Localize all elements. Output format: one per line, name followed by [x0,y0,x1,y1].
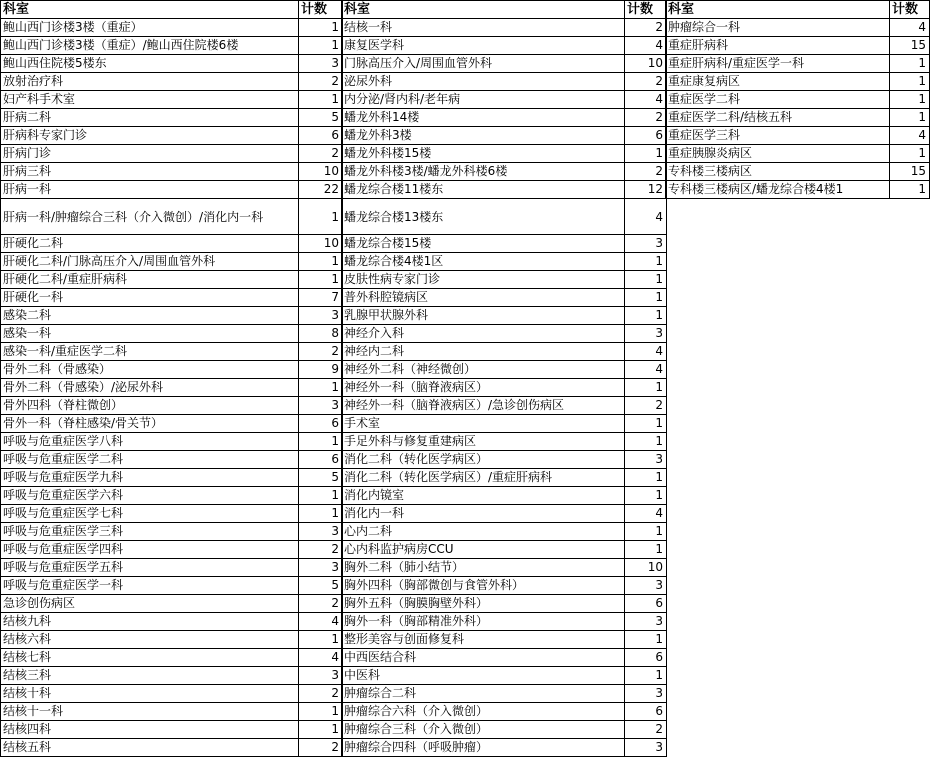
dept-cell: 手术室 [342,415,625,433]
dept-cell: 骨外二科（骨感染） [1,361,299,379]
table-row [666,19,930,37]
dept-cell: 胸外五科（胸膜胸壁外科） [342,595,625,613]
dept-cell: 心内二科 [342,523,625,541]
count-cell: 2 [299,685,343,703]
table-row [1,343,343,361]
count-cell: 1 [625,379,667,397]
dept-cell: 骨外一科（脊柱感染/骨关节） [1,415,299,433]
count-cell: 4 [299,649,343,667]
count-cell: 2 [299,595,343,613]
dept-cell: 肿瘤综合六科（介入微创） [342,703,625,721]
dept-cell: 呼吸与危重症医学五科 [1,559,299,577]
dept-cell: 消化内镜室 [342,487,625,505]
dept-cell: 蟠龙外科楼15楼 [342,145,625,163]
table-row [342,739,667,757]
count-cell: 3 [299,559,343,577]
table-row [666,37,930,55]
count-cell: 2 [625,721,667,739]
dept-cell: 康复医学科 [342,37,625,55]
dept-cell: 消化二科（转化医学病区） [342,451,625,469]
count-cell: 1 [299,433,343,451]
table-row [342,361,667,379]
table-row [1,433,343,451]
table-row [1,721,343,739]
count-cell: 1 [890,91,930,109]
count-cell: 1 [890,181,930,199]
table-row [342,703,667,721]
table-row [342,289,667,307]
dept-cell: 结核六科 [1,631,299,649]
dept-cell: 呼吸与危重症医学七科 [1,505,299,523]
dept-cell: 神经外一科（脑脊液病区）/急诊创伤病区 [342,397,625,415]
count-cell: 1 [299,721,343,739]
table-row [342,487,667,505]
dept-cell: 肝病三科 [1,163,299,181]
dept-cell: 重症医学二科/结核五科 [666,109,890,127]
dept-cell: 内分泌/肾内科/老年病 [342,91,625,109]
dept-cell: 肝病门诊 [1,145,299,163]
dept-cell: 重症胰腺炎病区 [666,145,890,163]
count-cell: 4 [625,343,667,361]
header-count: 计数 [625,1,667,19]
count-cell: 2 [299,145,343,163]
table-row [1,523,343,541]
dept-cell: 中医科 [342,667,625,685]
table-row [342,469,667,487]
dept-cell: 呼吸与危重症医学九科 [1,469,299,487]
count-cell: 4 [625,199,667,235]
count-cell: 1 [625,415,667,433]
table-row [342,73,667,91]
count-cell: 4 [625,361,667,379]
table-row [1,127,343,145]
table-row [342,55,667,73]
table-row [666,55,930,73]
dept-cell: 肝硬化二科/门脉高压介入/周围血管外科 [1,253,299,271]
dept-cell: 肝病科专家门诊 [1,127,299,145]
count-cell: 1 [625,667,667,685]
table-row [1,667,343,685]
table-row [1,631,343,649]
table-row [342,559,667,577]
dept-cell: 消化内一科 [342,505,625,523]
table-row [342,613,667,631]
count-cell: 3 [299,397,343,415]
count-cell: 3 [299,55,343,73]
table-row [342,397,667,415]
count-cell: 1 [299,631,343,649]
table-row [342,649,667,667]
table-row [1,325,343,343]
table-row [342,577,667,595]
count-cell: 1 [625,523,667,541]
count-cell: 6 [625,703,667,721]
count-cell: 1 [299,379,343,397]
dept-cell: 蟠龙外科14楼 [342,109,625,127]
dept-cell: 鲍山西住院楼5楼东 [1,55,299,73]
table-row [342,109,667,127]
dept-cell: 专科楼三楼病区 [666,163,890,181]
dept-cell: 心内科监护病房CCU [342,541,625,559]
table-row [342,631,667,649]
dept-cell: 肿瘤综合四科（呼吸肿瘤） [342,739,625,757]
dept-cell: 肿瘤综合三科（介入微创） [342,721,625,739]
dept-cell: 呼吸与危重症医学三科 [1,523,299,541]
count-cell: 4 [890,127,930,145]
dept-cell: 神经外二科（神经微创） [342,361,625,379]
table-row [1,397,343,415]
count-cell: 3 [299,307,343,325]
dept-cell: 蟠龙外科楼3楼/蟠龙外科楼6楼 [342,163,625,181]
dept-cell: 胸外四科（胸部微创与食管外科） [342,577,625,595]
table-row [342,433,667,451]
dept-cell: 肿瘤综合二科 [342,685,625,703]
count-cell: 5 [299,577,343,595]
count-cell: 1 [299,37,343,55]
count-cell: 15 [890,37,930,55]
count-cell: 3 [299,523,343,541]
table-row [1,19,343,37]
dept-cell: 皮肤性病专家门诊 [342,271,625,289]
count-cell: 6 [625,127,667,145]
table-row [666,181,930,199]
count-cell: 4 [625,505,667,523]
count-cell: 2 [625,73,667,91]
header-count: 计数 [299,1,343,19]
table-row [1,55,343,73]
count-cell: 1 [299,487,343,505]
count-cell: 3 [625,325,667,343]
dept-cell: 重症肝病科/重症医学一科 [666,55,890,73]
table-row [1,289,343,307]
table-row [342,37,667,55]
count-cell: 4 [299,613,343,631]
dept-cell: 结核四科 [1,721,299,739]
count-cell: 6 [299,451,343,469]
table-row [1,595,343,613]
table-row [1,415,343,433]
table-row [342,505,667,523]
table-row [342,721,667,739]
count-cell: 1 [625,307,667,325]
table-row [342,343,667,361]
table-row [342,235,667,253]
table-row [342,325,667,343]
dept-cell: 肝硬化二科/重症肝病科 [1,271,299,289]
count-cell: 6 [299,127,343,145]
table-row [342,91,667,109]
table-row [342,271,667,289]
count-cell: 1 [299,703,343,721]
count-cell: 3 [625,577,667,595]
dept-cell: 骨外二科（骨感染）/泌尿外科 [1,379,299,397]
count-cell: 4 [890,19,930,37]
dept-cell: 肝病二科 [1,109,299,127]
table-row [1,559,343,577]
count-cell: 1 [890,55,930,73]
count-cell: 12 [625,181,667,199]
count-cell: 9 [299,361,343,379]
dept-cell: 妇产科手术室 [1,91,299,109]
count-cell: 1 [890,145,930,163]
count-cell: 3 [625,451,667,469]
count-cell: 5 [299,109,343,127]
header-dept: 科室 [666,1,890,19]
count-cell: 2 [299,739,343,757]
dept-cell: 感染二科 [1,307,299,325]
count-cell: 10 [625,559,667,577]
table-row [342,379,667,397]
count-cell: 10 [625,55,667,73]
table-row [1,37,343,55]
table-row [1,253,343,271]
header-dept: 科室 [1,1,299,19]
table-row [342,307,667,325]
table-row [1,469,343,487]
dept-cell: 胸外二科（肺小结节） [342,559,625,577]
table-row [666,109,930,127]
dept-cell: 神经外一科（脑脊液病区） [342,379,625,397]
dept-cell: 感染一科/重症医学二科 [1,343,299,361]
dept-cell: 蟠龙综合楼4楼1区 [342,253,625,271]
table-row [342,595,667,613]
count-cell: 2 [625,19,667,37]
dept-cell: 结核三科 [1,667,299,685]
table-row [342,451,667,469]
count-cell: 1 [299,91,343,109]
dept-cell: 肝病一科/肿瘤综合三科（介入微创）/消化内一科 [1,199,299,235]
dept-cell: 神经内二科 [342,343,625,361]
dept-cell: 专科楼三楼病区/蟠龙综合楼4楼1 [666,181,890,199]
count-cell: 8 [299,325,343,343]
table-row [342,415,667,433]
dept-cell: 呼吸与危重症医学六科 [1,487,299,505]
count-cell: 6 [625,649,667,667]
table-row [666,145,930,163]
table-row [342,523,667,541]
table-row [1,505,343,523]
count-cell: 4 [625,37,667,55]
count-cell: 1 [890,109,930,127]
dept-cell: 重症医学三科 [666,127,890,145]
header-row [666,1,930,19]
dept-cell: 乳腺甲状腺外科 [342,307,625,325]
count-cell: 3 [299,667,343,685]
table-row [1,73,343,91]
table-col-2 [341,0,667,757]
table-row [1,181,343,199]
table-col-3 [665,0,930,199]
table-row [666,73,930,91]
count-cell: 1 [625,253,667,271]
count-cell: 3 [625,613,667,631]
table-row [666,91,930,109]
dept-cell: 结核九科 [1,613,299,631]
dept-cell: 呼吸与危重症医学四科 [1,541,299,559]
table-row [1,271,343,289]
dept-cell: 放射治疗科 [1,73,299,91]
count-cell: 3 [625,235,667,253]
count-cell: 10 [299,163,343,181]
table-row [1,577,343,595]
dept-cell: 蟠龙综合楼13楼东 [342,199,625,235]
table-col-1 [0,0,343,757]
table-row [342,541,667,559]
table-row [1,235,343,253]
table-row [1,613,343,631]
dept-cell: 肝病一科 [1,181,299,199]
dept-cell: 急诊创伤病区 [1,595,299,613]
count-cell: 1 [625,469,667,487]
count-cell: 3 [625,739,667,757]
dept-cell: 泌尿外科 [342,73,625,91]
count-cell: 2 [625,109,667,127]
dept-cell: 鲍山西门诊楼3楼（重症） [1,19,299,37]
dept-cell: 蟠龙外科3楼 [342,127,625,145]
count-cell: 1 [625,271,667,289]
table-row [1,163,343,181]
count-cell: 1 [625,289,667,307]
count-cell: 1 [625,487,667,505]
table-row [666,163,930,181]
table-row [342,145,667,163]
dept-cell: 呼吸与危重症医学一科 [1,577,299,595]
dept-cell: 呼吸与危重症医学二科 [1,451,299,469]
table-row [1,685,343,703]
count-cell: 6 [625,595,667,613]
table-row [1,451,343,469]
table-row [342,19,667,37]
count-cell: 2 [625,397,667,415]
dept-cell: 整形美容与创面修复科 [342,631,625,649]
dept-cell: 肝硬化二科 [1,235,299,253]
count-cell: 4 [625,91,667,109]
dept-cell: 结核五科 [1,739,299,757]
table-row [1,379,343,397]
table-row [342,685,667,703]
dept-cell: 鲍山西门诊楼3楼（重症）/鲍山西住院楼6楼 [1,37,299,55]
dept-cell: 手足外科与修复重建病区 [342,433,625,451]
count-cell: 1 [299,199,343,235]
dept-cell: 结核十科 [1,685,299,703]
table-row [1,199,343,235]
table-row [342,199,667,235]
header-row [342,1,667,19]
count-cell: 1 [299,271,343,289]
dept-cell: 重症康复病区 [666,73,890,91]
table-row [1,703,343,721]
dept-cell: 骨外四科（脊柱微创） [1,397,299,415]
count-cell: 1 [299,505,343,523]
count-cell: 1 [299,253,343,271]
count-cell: 1 [299,19,343,37]
dept-cell: 呼吸与危重症医学八科 [1,433,299,451]
table-row [1,91,343,109]
dept-cell: 重症医学二科 [666,91,890,109]
count-cell: 5 [299,469,343,487]
count-cell: 1 [625,145,667,163]
table-row [1,739,343,757]
table-row [342,253,667,271]
dept-cell: 感染一科 [1,325,299,343]
dept-cell: 中西医结合科 [342,649,625,667]
dept-cell: 胸外一科（胸部精准外科） [342,613,625,631]
table-row [1,361,343,379]
count-cell: 10 [299,235,343,253]
table-row [342,181,667,199]
dept-cell: 消化二科（转化医学病区）/重症肝病科 [342,469,625,487]
table-row [666,127,930,145]
dept-cell: 重症肝病科 [666,37,890,55]
dept-cell: 门脉高压介入/周围血管外科 [342,55,625,73]
count-cell: 1 [625,433,667,451]
count-cell: 7 [299,289,343,307]
table-row [342,667,667,685]
count-cell: 15 [890,163,930,181]
dept-cell: 蟠龙综合楼15楼 [342,235,625,253]
count-cell: 2 [299,73,343,91]
count-cell: 1 [625,541,667,559]
dept-cell: 肿瘤综合一科 [666,19,890,37]
header-dept: 科室 [342,1,625,19]
dept-cell: 结核七科 [1,649,299,667]
table-row [1,109,343,127]
dept-cell: 神经介入科 [342,325,625,343]
count-cell: 1 [625,631,667,649]
count-cell: 6 [299,415,343,433]
count-cell: 2 [299,343,343,361]
dept-cell: 蟠龙综合楼11楼东 [342,181,625,199]
count-cell: 2 [299,541,343,559]
count-cell: 3 [625,685,667,703]
table-row [342,127,667,145]
header-count: 计数 [890,1,930,19]
header-row [1,1,343,19]
dept-cell: 肝硬化一科 [1,289,299,307]
count-cell: 2 [625,163,667,181]
table-row [342,163,667,181]
table-row [1,649,343,667]
dept-cell: 结核一科 [342,19,625,37]
count-cell: 22 [299,181,343,199]
table-row [1,307,343,325]
table-row [1,487,343,505]
dept-cell: 结核十一科 [1,703,299,721]
table-row [1,145,343,163]
count-cell: 1 [890,73,930,91]
table-row [1,541,343,559]
dept-cell: 普外科腔镜病区 [342,289,625,307]
